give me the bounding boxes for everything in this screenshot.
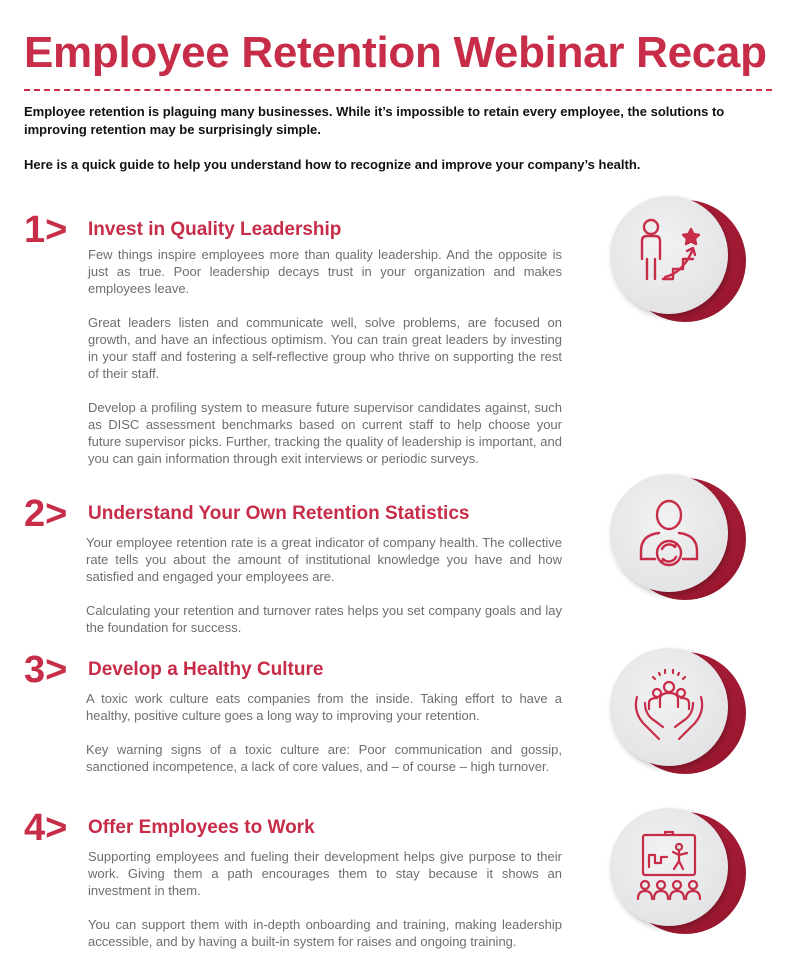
section-number: 4>	[24, 807, 68, 849]
leadership-badge	[610, 196, 740, 326]
section-paragraph: You can support them with in-depth onboarding and training, making leadership accessible, and by having a built-in system for raises and ongoing training.	[88, 917, 562, 949]
culture-badge	[610, 648, 740, 778]
section-title: Invest in Quality Leadership	[88, 219, 342, 240]
section-body	[88, 246, 562, 484]
development-badge	[610, 808, 740, 938]
hands-holding-people-icon	[629, 667, 709, 747]
section-body	[86, 690, 562, 792]
section-number: 2>	[24, 493, 68, 535]
section-paragraph: A toxic work culture eats companies from the inside. Taking effort to have a healthy, positive culture goes a long way to improving your retention.	[86, 691, 562, 723]
guide-paragraph: Here is a quick guide to help you understand how to recognize and improve your company’s health.	[24, 157, 641, 172]
intro-paragraph: Employee retention is plaguing many businesses. While it’s impossible to retain every employee, the solutions to improving retention may be surprisingly simple.	[24, 104, 725, 137]
section-number: 3>	[24, 649, 68, 691]
title-dashed-divider	[24, 89, 772, 91]
section-title: Understand Your Own Retention Statistics	[88, 503, 470, 524]
section-number: 1>	[24, 209, 68, 251]
section-title: Offer Employees to Work	[88, 817, 315, 838]
page-title: Employee Retention Webinar Recap	[24, 28, 767, 77]
training-presentation-icon	[629, 827, 709, 907]
section-paragraph: Supporting employees and fueling their development helps give purpose to their work. Giving them a path encourages them to stay because it shows an investment in them.	[88, 849, 562, 898]
section-title: Develop a Healthy Culture	[88, 659, 324, 680]
section-body	[88, 848, 562, 967]
section-body	[86, 534, 562, 653]
employee-cycle-icon	[629, 493, 709, 573]
leadership-stairs-star-icon	[629, 215, 709, 295]
section-paragraph: Great leaders listen and communicate well, solve problems, are focused on growth, and have an infectious optimism. You can train great leaders by investing in your staff and fostering a self-reflective group who thrive on supporting the rest of their staff.	[88, 315, 562, 381]
retention-badge	[610, 474, 740, 604]
section-paragraph: Few things inspire employees more than quality leadership. And the opposite is just as true. Poor leadership decays trust in your organization and makes employees leave.	[88, 247, 562, 296]
section-paragraph: Calculating your retention and turnover rates helps you set company goals and lay the foundation for success.	[86, 603, 562, 635]
section-paragraph: Develop a profiling system to measure future supervisor candidates against, such as DISC assessment benchmarks based on current staff to help choose your future supervisor picks. Further, tracking the quality of leadership is important, and you can gain information through exit interviews or periodic surveys.	[88, 400, 562, 466]
section-paragraph: Your employee retention rate is a great indicator of company health. The collective rate tells you about the amount of institutional knowledge you have and how satisfied and engaged your employees are.	[86, 535, 562, 584]
section-paragraph: Key warning signs of a toxic culture are: Poor communication and gossip, sanctioned incompetence, a lack of core values, and – of course – high turnover.	[86, 742, 562, 774]
